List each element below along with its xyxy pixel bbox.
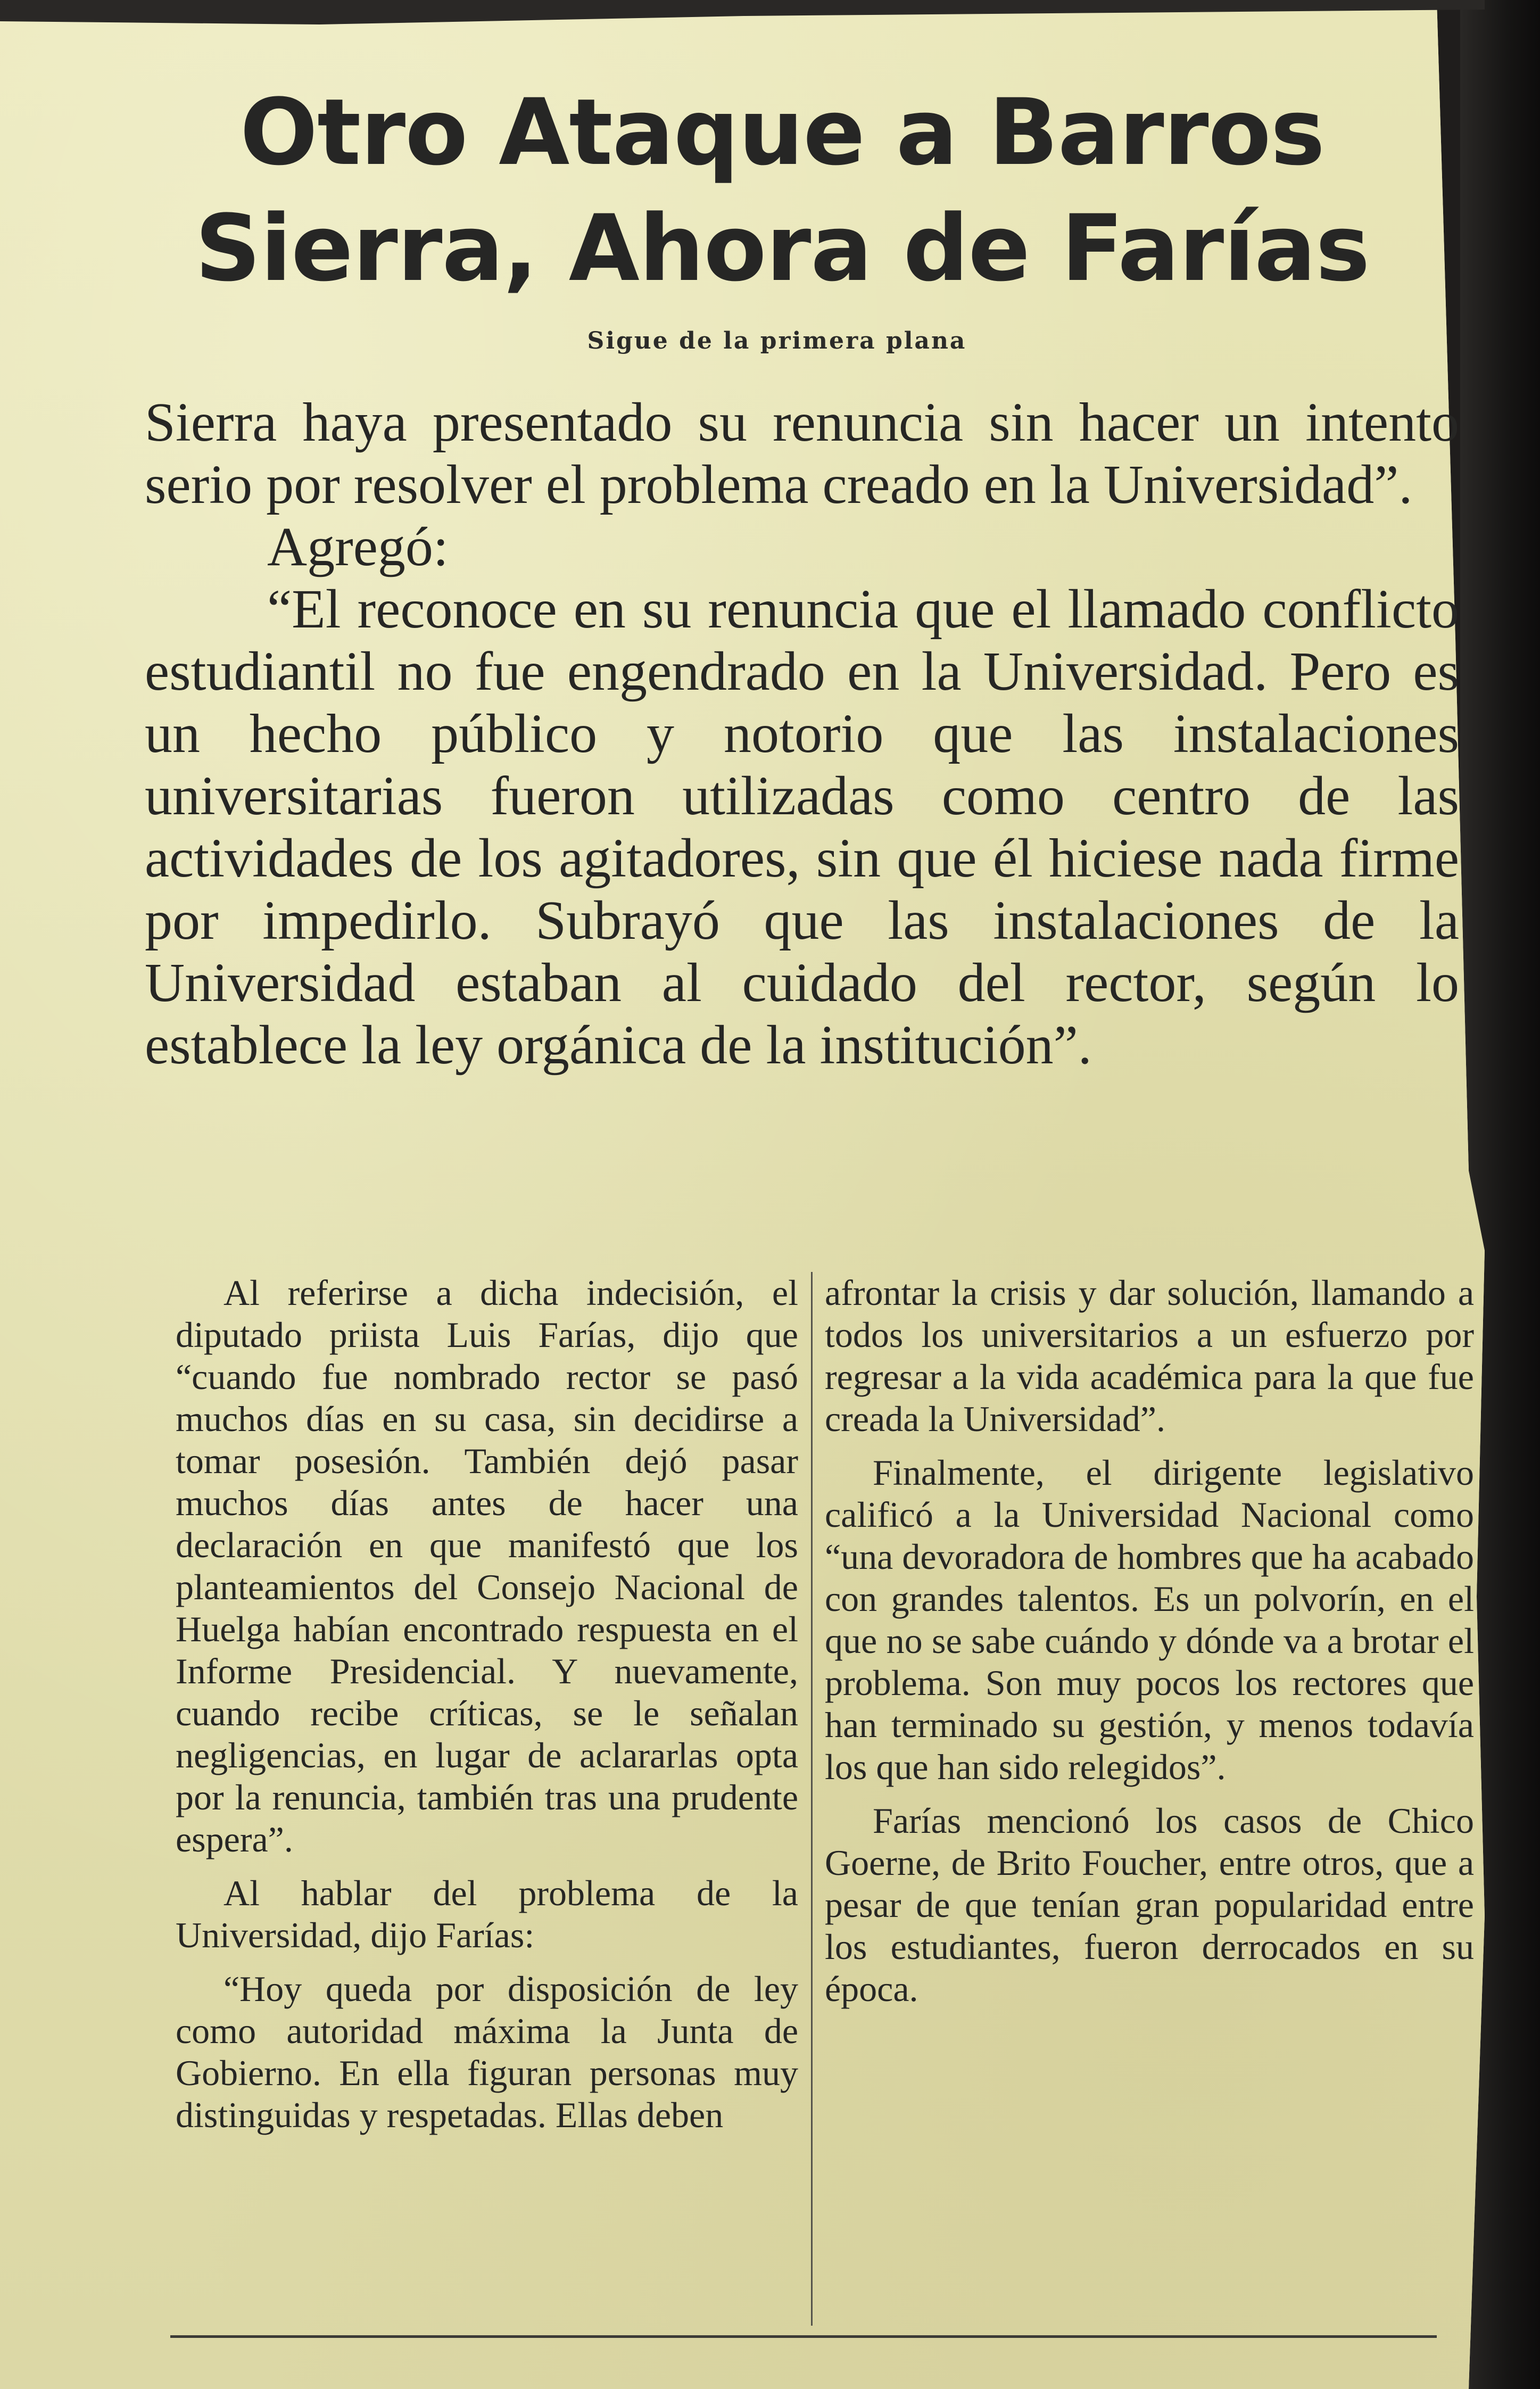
headline-line-2: Sierra, Ahora de Farías bbox=[195, 195, 1370, 302]
column-paragraph: Farías mencionó los casos de Chico Goerne, de Brito Foucher, entre otros, que a pesar de que tenían gran popularidad entre los estudiantes, fueron derrocados en su época. bbox=[825, 1800, 1474, 2009]
headline bbox=[170, 75, 1394, 307]
column-paragraph: Al referirse a dicha indecisión, el diputado priista Luis Farías, dijo que “cuando fue nombrado rector se pasó muchos días en su casa, sin decidirse a tomar posesión. También dejó pasar muchos días antes de hacer una declaración en que manifestó que los planteamientos del Consejo Nacional de Huelga habían encontrado respuesta en el Informe Presidencial. Y nuevamente, cuando recibe críticas, se le señalan negligencias, en lugar de aclararlas opta por la renuncia, también tras una prudente espera”. bbox=[176, 1272, 798, 1859]
column-paragraph: Al hablar del problema de la Universidad, dijo Farías: bbox=[176, 1873, 798, 1955]
continued-from-front-page: Sigue de la primera plana bbox=[587, 327, 967, 354]
lead-text bbox=[145, 391, 1459, 1076]
column-paragraph: afrontar la crisis y dar solución, llamando a todos los universitarios a un esfuerzo por regresar a la vida académica para la que fue creada la Universidad”. bbox=[825, 1272, 1474, 1439]
column-divider bbox=[811, 1272, 813, 2326]
column-paragraph: Finalmente, el dirigente legislativo calificó a la Universidad Nacional como “una devoradora de hombres que ha acabado con grandes talentos. Es un polvorín, en el que no se sabe cuándo y dónde va a brotar el problema. Son muy pocos los rectores que han terminado su gestión, y menos todavía los que han sido relegidos”. bbox=[825, 1452, 1474, 1787]
lead-paragraph: Agregó: bbox=[267, 516, 449, 577]
headline-line-1: Otro Ataque a Barros bbox=[239, 79, 1325, 186]
bottom-rule bbox=[170, 2335, 1437, 2338]
lead-paragraph: “El reconoce en su renuncia que el llamado conflicto estudiantil no fue engendrado en la Universidad. Pero es un hecho público y notorio que las instalaciones universitarias fueron utilizadas como centro de las actividades de los agitadores, sin que él hiciese nada firme por impedirlo. Subrayó que las instalaciones de la Universidad estaban al cuidado del rector, según lo establece la ley orgánica de la institución”. bbox=[145, 578, 1459, 1076]
column-left bbox=[176, 1272, 798, 2148]
column-right bbox=[825, 1272, 1474, 2022]
lead-paragraph: Sierra haya presentado su renuncia sin hacer un intento serio por resolver el problema creado en la Universidad”. bbox=[145, 392, 1459, 515]
column-paragraph: “Hoy queda por disposición de ley como autoridad máxima la Junta de Gobierno. En ella figuran personas muy distinguidas y respetadas. Ellas deben bbox=[176, 1969, 798, 2135]
